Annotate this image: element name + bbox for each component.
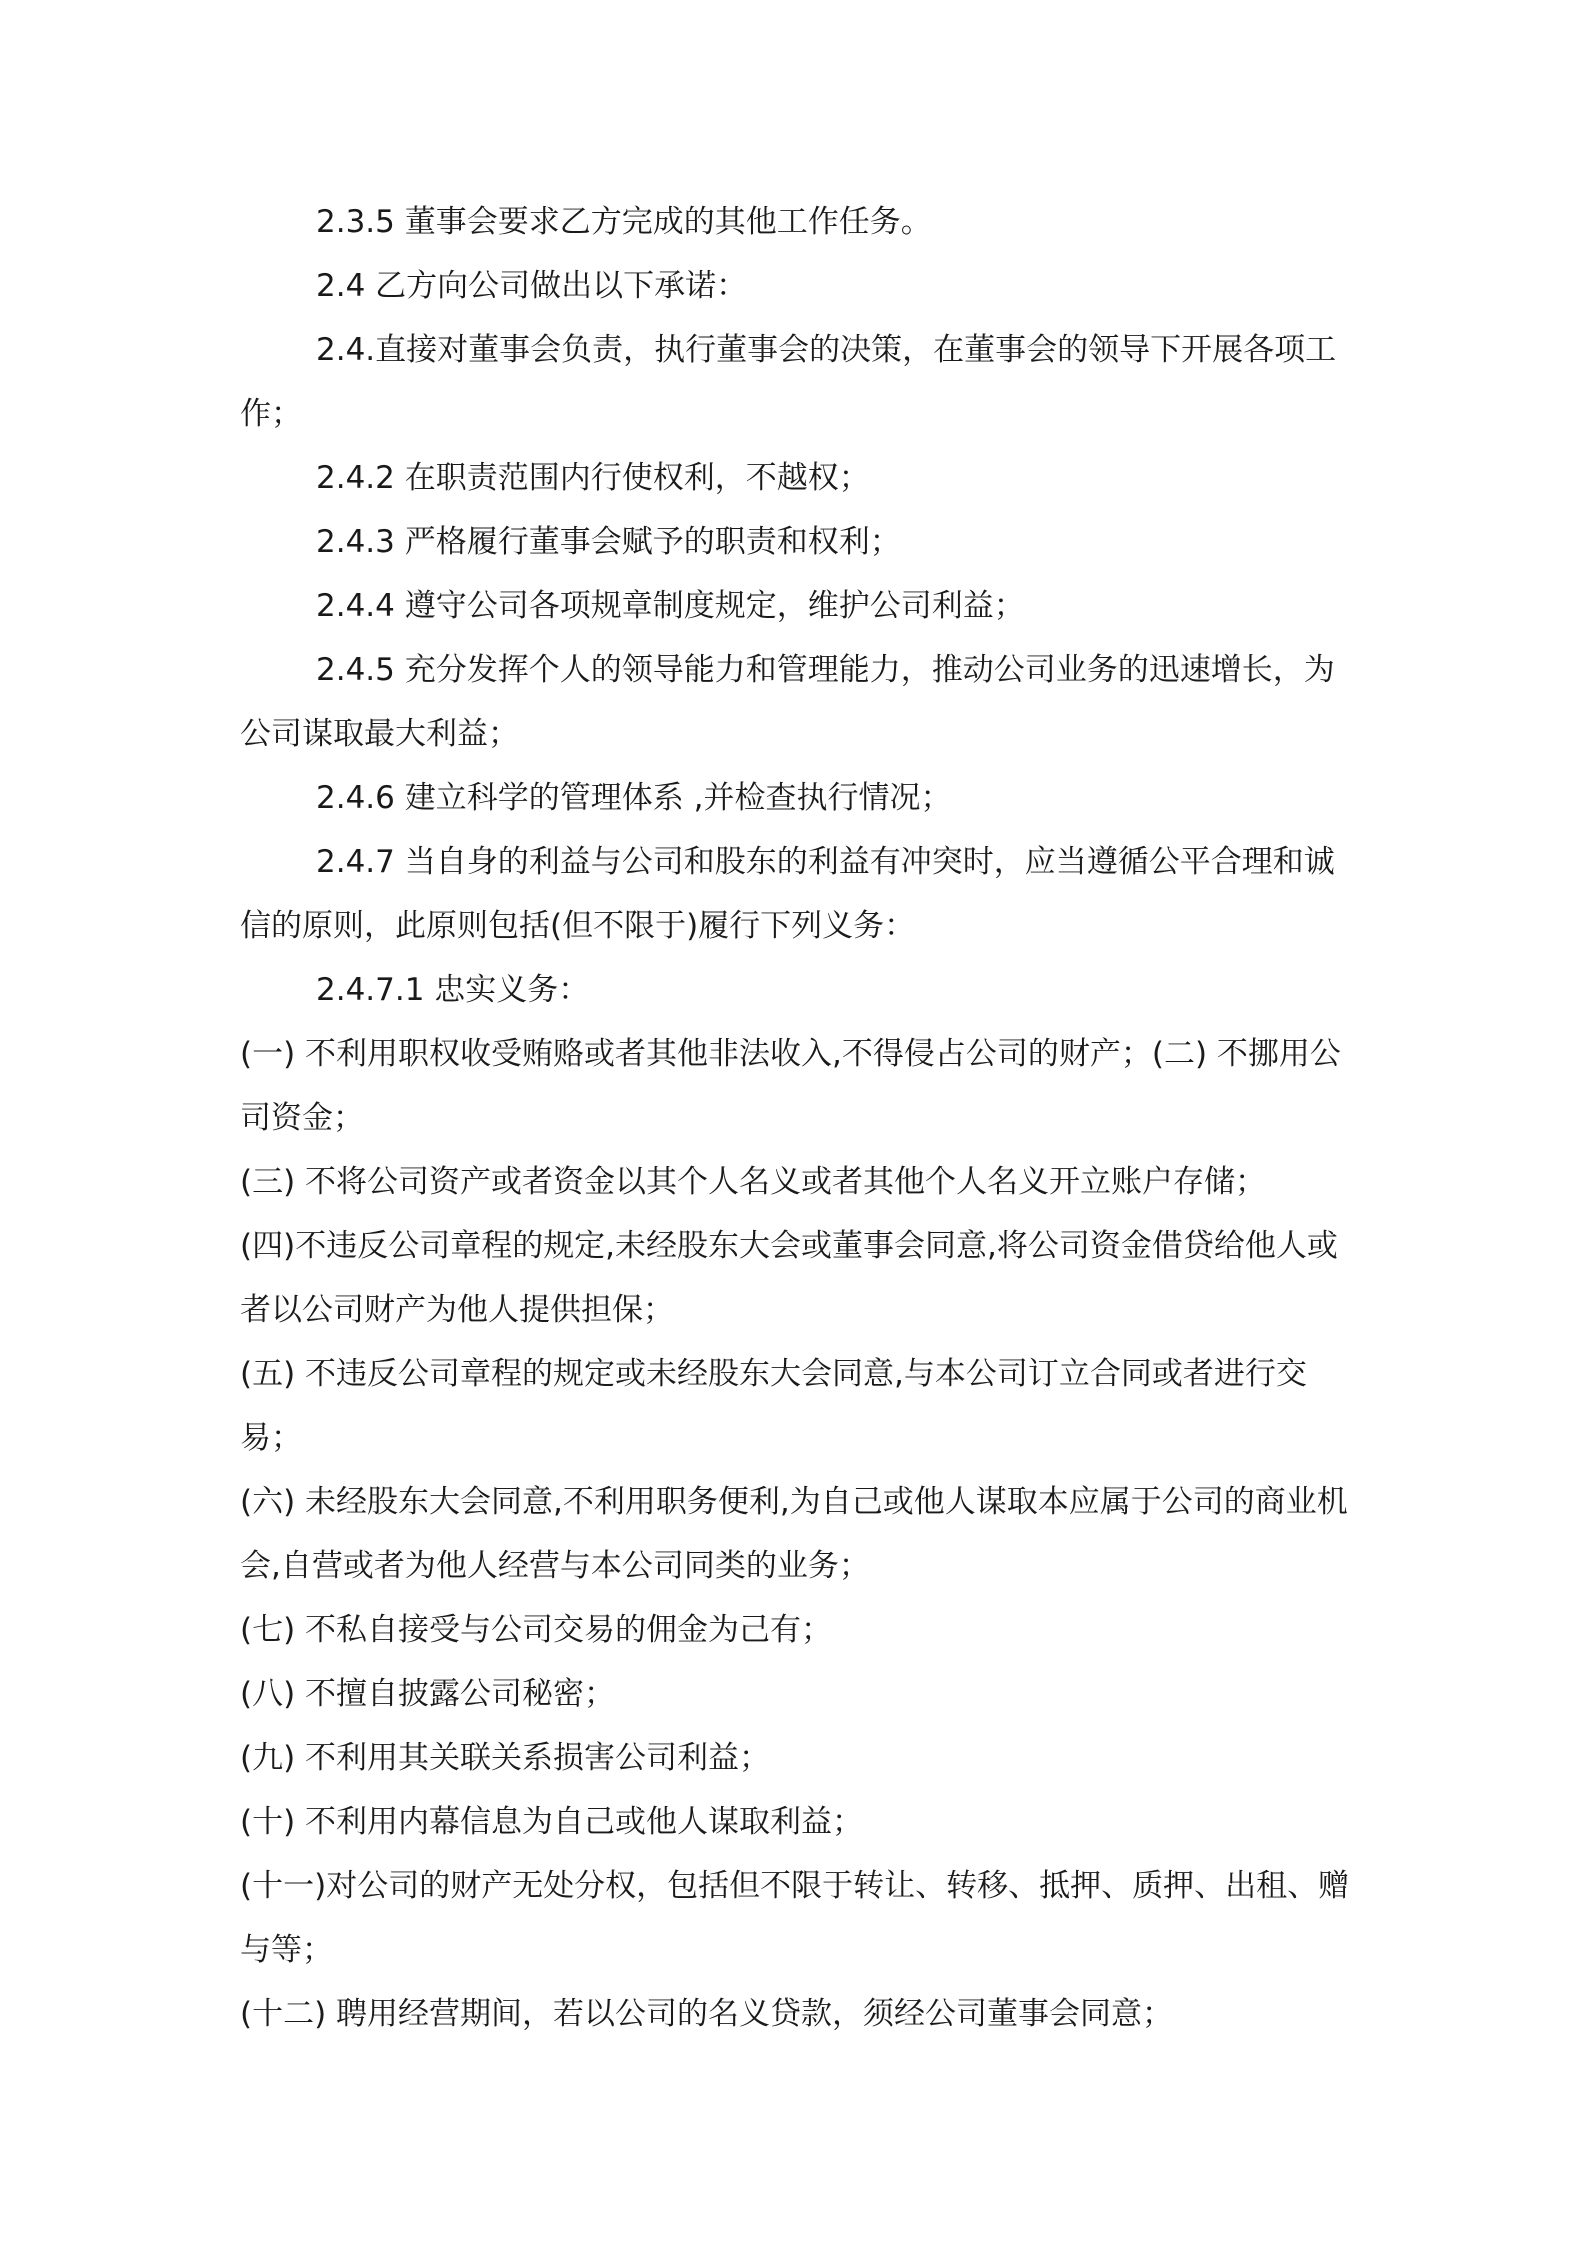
paragraph-2-4-7: 2.4.7 当自身的利益与公司和股东的利益有冲突时，应当遵循公平合理和诚信的原则，此原则包括(但不限于)履行下列义务： [240, 844, 1335, 944]
list-item-7: (七) 不私自接受与公司交易的佣金为己有； [240, 1612, 833, 1648]
paragraph-2-4-5: 2.4.5 充分发挥个人的领导能力和管理能力，推动公司业务的迅速增长，为公司谋取最大利益； [240, 652, 1335, 752]
paragraph-2-3-5: 2.3.5 董事会要求乙方完成的其他工作任务。 [316, 204, 932, 240]
list-item-11: (十一)对公司的财产无处分权，包括但不限于转让、转移、抵押、质押、出租、赠与等； [240, 1868, 1350, 1968]
paragraph-2-4-7-1: 2.4.7.1 忠实义务： [316, 972, 590, 1008]
list-item-5: (五) 不违反公司章程的规定或未经股东大会同意,与本公司订立合同或者进行交易； [240, 1356, 1307, 1456]
list-item-8: (八) 不擅自披露公司秘密； [240, 1676, 616, 1712]
paragraph-2-4-2: 2.4.2 在职责范围内行使权利，不越权； [316, 460, 870, 496]
paragraph-2-4-6: 2.4.6 建立科学的管理体系 ,并检查执行情况； [316, 780, 952, 816]
list-item-6: (六) 未经股东大会同意,不利用职务便利,为自己或他人谋取本应属于公司的商业机会,自营或者为他人经营与本公司同类的业务； [240, 1484, 1348, 1584]
paragraph-2-4-1: 2.4.直接对董事会负责，执行董事会的决策，在董事会的领导下开展各项工作； [240, 332, 1337, 432]
list-item-3: (三) 不将公司资产或者资金以其个人名义或者其他个人名义开立账户存储； [240, 1164, 1267, 1200]
list-item-10: (十) 不利用内幕信息为自己或他人谋取利益； [240, 1804, 864, 1840]
paragraph-2-4: 2.4 乙方向公司做出以下承诺： [316, 268, 748, 304]
document-body [240, 190, 1360, 2046]
list-item-4: (四)不违反公司章程的规定,未经股东大会或董事会同意,将公司资金借贷给他人或者以公司财产为他人提供担保； [240, 1228, 1338, 1328]
list-item-12: (十二) 聘用经营期间，若以公司的名义贷款，须经公司董事会同意； [240, 1996, 1174, 2032]
paragraph-2-4-4: 2.4.4 遵守公司各项规章制度规定，维护公司利益； [316, 588, 1025, 624]
list-item-9: (九) 不利用其关联关系损害公司利益； [240, 1740, 771, 1776]
paragraph-2-4-3: 2.4.3 严格履行董事会赋予的职责和权利； [316, 524, 901, 560]
list-item-1-2: (一) 不利用职权收受贿赂或者其他非法收入,不得侵占公司的财产；(二) 不挪用公司资金； [240, 1036, 1341, 1136]
